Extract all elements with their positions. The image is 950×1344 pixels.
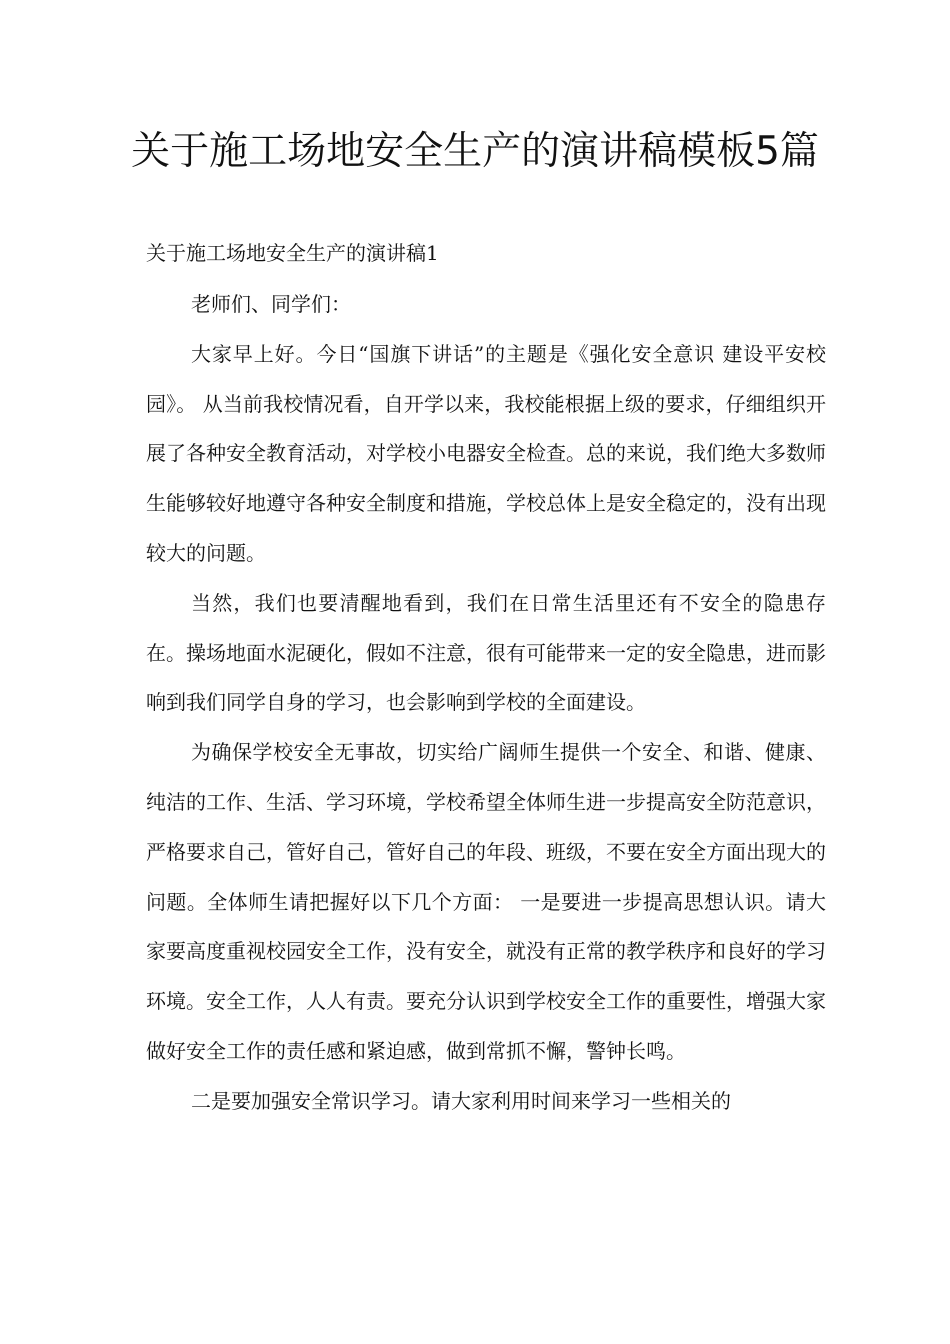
paragraph: 为确保学校安全无事故，切实给广阔师生提供一个安全、和谐、健康、纯洁的工作、生活、学习环境，学校希望全体师生进一步提高安全防范意识，严格要求自己，管好自己，管好自己的年段、班级，不要在安全方面出现大的问题。全体师生请把握好以下几个方面： 一是要进一步提高思想认识。请大家要高度重视校园安全工作，没有安全，就没有正常的教学秩序和良好的学习环境。安全工作，人人有责。要充分认识到学校安全工作的重要性，增强大家做好安全工作的责任感和紧迫感，做到常抓不懈，警钟长鸣。	[146, 740, 826, 1063]
paragraph-greeting: 老师们、同学们：	[191, 292, 351, 316]
paragraph: 大家早上好。今日“国旗下讲话”的主题是《强化安全意识 建设平安校园》。 从当前我校情况看，自开学以来，我校能根据上级的要求，仔细组织开展了各种安全教育活动，对学校小电器安全检查。总的来说，我们绝大多数师生能够较好地遵守各种安全制度和措施，学校总体上是安全稳定的，没有出现较大的问题。	[146, 341, 826, 565]
paragraph: 二是要加强安全常识学习。请大家利用时间来学习一些相关的	[191, 1088, 731, 1113]
document-title: 关于施工场地安全生产的演讲稿模板5篇	[131, 129, 819, 174]
section-heading: 关于施工场地安全生产的演讲稿1	[146, 241, 439, 265]
document-body	[146, 280, 826, 1127]
paragraph: 当然，我们也要清醒地看到，我们在日常生活里还有不安全的隐患存在。操场地面水泥硬化，假如不注意，很有可能带来一定的安全隐患，进而影响到我们同学自身的学习，也会影响到学校的全面建设。	[146, 590, 826, 715]
